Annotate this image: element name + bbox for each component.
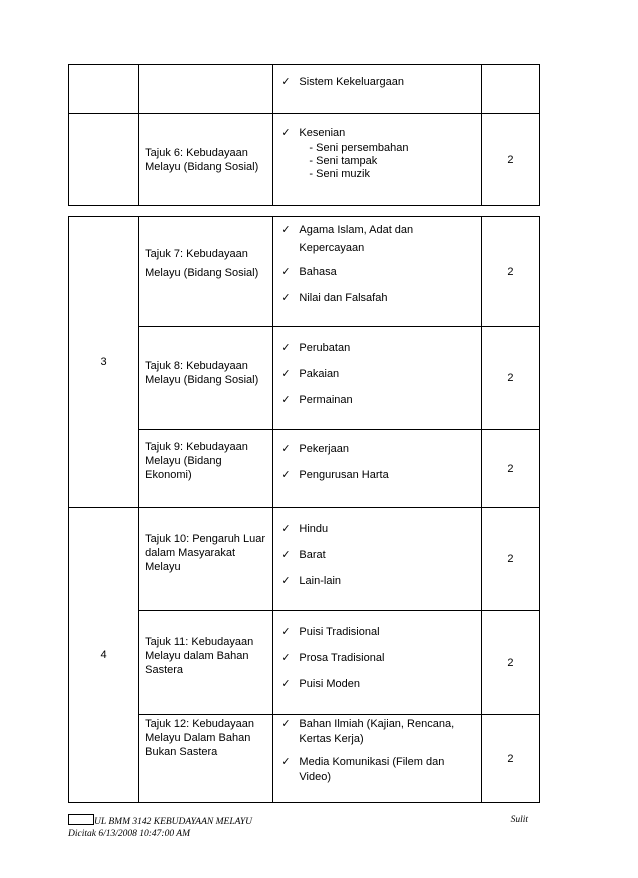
week-number: 3 (69, 217, 139, 508)
sub-item: - Seni persembahan (309, 142, 409, 154)
table-row (69, 114, 540, 206)
check-icon: ✓ (281, 575, 291, 587)
sub-item: - Seni tampak (309, 155, 378, 167)
footer-printed-date: Dicitak 6/13/2008 10:47:00 AM (68, 829, 190, 839)
subtopic-cell (273, 217, 481, 327)
topic-table (68, 216, 540, 803)
topic-cell: Tajuk 7: Kebudayaan Melayu (Bidang Sosial) (139, 217, 273, 327)
list-item: ✓ Prosa Tradisional (281, 652, 385, 664)
table-row (69, 611, 540, 715)
check-icon: ✓ (281, 626, 291, 638)
week-cell (69, 65, 139, 114)
list-item: ✓ Pakaian (281, 368, 340, 380)
check-icon: ✓ (281, 342, 291, 354)
table-row (69, 65, 540, 114)
page-footer (68, 814, 540, 840)
list-item: ✓ Agama Islam, Adat dan Kepercayaan (281, 224, 414, 254)
footer-box (68, 814, 94, 825)
check-icon: ✓ (281, 224, 291, 236)
week-cell (69, 114, 139, 206)
footer-course: UL BMM 3142 KEBUDAYAAN MELAYU (94, 817, 253, 827)
list-item: ✓ Pekerjaan (281, 443, 349, 455)
list-item: ✓ Pengurusan Harta (281, 469, 389, 481)
check-icon: ✓ (281, 756, 291, 768)
table-row (69, 217, 540, 327)
credit-cell: 2 (481, 114, 539, 206)
list-item: ✓ Puisi Tradisional (281, 626, 380, 638)
check-icon: ✓ (281, 718, 291, 730)
list-item: ✓ Perubatan (281, 342, 351, 354)
credit-cell: 2 (481, 715, 539, 803)
check-icon: ✓ (281, 678, 291, 690)
list-item: ✓ Hindu (281, 523, 329, 535)
list-item: ✓ Bahasa (281, 266, 337, 278)
topic-cell: Tajuk 11: Kebudayaan Melayu dalam Bahan Sastera (139, 611, 273, 715)
topic-cell (139, 65, 273, 114)
credit-cell: 2 (481, 611, 539, 715)
table-row (69, 508, 540, 611)
subtopic-cell (273, 430, 481, 508)
list-item: ✓ Lain-lain (281, 575, 342, 587)
credit-cell: 2 (481, 327, 539, 430)
list-item: ✓ Kesenian - Seni persembahan - Seni tampak - Seni muzik (279, 126, 474, 181)
check-icon: ✓ (281, 443, 291, 455)
topic-cell: Tajuk 9: Kebudayaan Melayu (Bidang Ekonomi) (139, 430, 273, 508)
list-item: ✓ Permainan (281, 394, 353, 406)
check-icon: ✓ (281, 549, 291, 561)
subtopic-cell (273, 611, 481, 715)
credit-cell: 2 (481, 430, 539, 508)
list-item: ✓ Nilai dan Falsafah (281, 292, 388, 304)
subtopic-cell (273, 508, 481, 611)
list-item: ✓ Media Komunikasi (Filem dan Video) (281, 756, 445, 783)
topic-table-continued (68, 64, 540, 206)
credit-cell: 2 (481, 217, 539, 327)
list-item: ✓ Sistem Kekeluargaan (281, 76, 404, 88)
check-icon: ✓ (281, 292, 291, 304)
check-icon: ✓ (281, 76, 291, 88)
list-item: ✓ Barat (281, 549, 326, 561)
footer-course-line (68, 814, 540, 828)
subtopic-cell (273, 65, 481, 114)
check-icon: ✓ (281, 368, 291, 380)
subtopic-cell (273, 715, 481, 803)
topic-cell: Tajuk 6: Kebudayaan Melayu (Bidang Sosial) (139, 114, 273, 206)
check-icon: ✓ (281, 523, 291, 535)
week-number: 4 (69, 508, 139, 803)
sub-item: - Seni muzik (309, 168, 370, 180)
check-icon: ✓ (281, 469, 291, 481)
topic-cell: Tajuk 12: Kebudayaan Melayu Dalam Bahan Bukan Sastera (139, 715, 273, 803)
check-icon: ✓ (281, 652, 291, 664)
check-icon: ✓ (281, 394, 291, 406)
check-icon: ✓ (281, 127, 291, 139)
credit-cell (481, 65, 539, 114)
table-row (69, 430, 540, 508)
list-item: ✓ Bahan Ilmiah (Kajian, Rencana, Kertas Kerja) (281, 718, 455, 745)
footer-classification: Sulit (510, 815, 528, 825)
topic-cell: Tajuk 8: Kebudayaan Melayu (Bidang Sosial) (139, 327, 273, 430)
table-row (69, 715, 540, 803)
subtopic-cell (273, 114, 481, 206)
topic-cell: Tajuk 10: Pengaruh Luar dalam Masyarakat Melayu (139, 508, 273, 611)
check-icon: ✓ (281, 266, 291, 278)
credit-cell: 2 (481, 508, 539, 611)
subtopic-cell (273, 327, 481, 430)
sub-list (309, 142, 474, 181)
table-row (69, 327, 540, 430)
list-item: ✓ Puisi Moden (281, 678, 360, 690)
